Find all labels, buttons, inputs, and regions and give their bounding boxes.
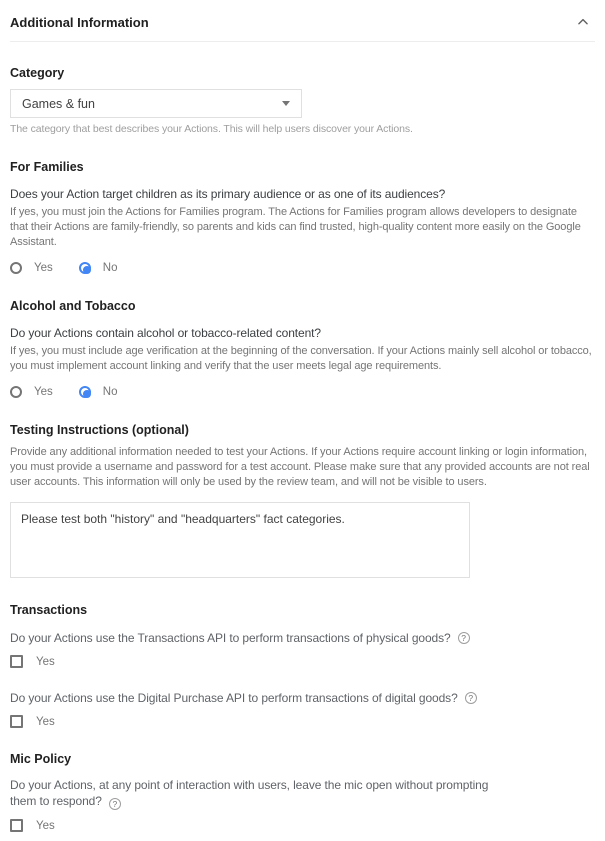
category-caption: The category that best describes your Actions. This will help users discover your Actions. [10,123,413,135]
transactions-physical-question-row [10,631,595,645]
transactions-digital-question: Do your Actions use the Digital Purchase API to perform transactions of digital goods? [10,691,458,705]
radio-checked-icon[interactable] [79,262,91,274]
category-section [10,66,595,135]
for-families-radio-group [10,262,595,274]
mic-policy-question-row [10,777,502,810]
checkbox-unchecked-icon[interactable] [10,715,23,728]
mic-policy-heading: Mic Policy [10,752,72,766]
transactions-digital-checkbox-row[interactable] [10,715,595,728]
for-families-question: Does your Action target children as its primary audience or as one of its audiences? [10,187,446,201]
panel-title: Additional Information [10,14,149,30]
alcohol-tobacco-radio-no[interactable] [79,386,118,398]
radio-label[interactable]: No [102,262,118,274]
alcohol-tobacco-radio-yes[interactable] [10,386,53,398]
mic-policy-checkbox-row[interactable] [10,819,595,832]
chevron-up-icon [576,15,590,29]
checkbox-label[interactable]: Yes [36,655,55,668]
for-families-radio-yes[interactable] [10,262,53,274]
mic-policy-question: Do your Actions, at any point of interaction with users, leave the mic open without prompting them to respond? [10,778,489,808]
transactions-physical-question: Do your Actions use the Transactions API to perform transactions of physical goods? [10,631,451,645]
category-select[interactable] [10,89,302,118]
alcohol-tobacco-section [10,299,595,398]
category-label: Category [10,66,65,80]
help-icon[interactable] [465,692,477,704]
checkbox-label[interactable]: Yes [36,819,55,832]
radio-checked-icon[interactable] [79,386,91,398]
alcohol-tobacco-description: If yes, you must include age verification at the beginning of the conversation. If your Actions mainly sell alcohol or tobacco, you must implement account linking and verify that the user meets legal age requirements. [10,345,592,372]
radio-unchecked-icon[interactable] [10,262,22,274]
checkbox-unchecked-icon[interactable] [10,655,23,668]
for-families-heading: For Families [10,160,84,174]
panel-header [10,0,595,42]
alcohol-tobacco-question: Do your Actions contain alcohol or tobacco-related content? [10,326,321,340]
transactions-digital-question-row [10,691,595,705]
testing-instructions-section [10,423,595,578]
radio-unchecked-icon[interactable] [10,386,22,398]
transactions-physical-checkbox-row[interactable] [10,655,595,668]
checkbox-label[interactable]: Yes [36,715,55,728]
mic-policy-section [10,752,595,832]
for-families-description: If yes, you must join the Actions for Families program. The Actions for Families program allows developers to designate that their Actions are family-friendly, so parents and kids can find trusted, high-quality content more easily on the Google Assistant. [10,206,581,248]
testing-instructions-textarea[interactable] [10,502,470,578]
for-families-radio-no[interactable] [79,262,118,274]
transactions-heading: Transactions [10,603,88,617]
transactions-section [10,603,595,728]
help-icon[interactable] [109,798,121,810]
alcohol-tobacco-radio-group [10,386,595,398]
dropdown-arrow-icon [282,101,290,106]
radio-label[interactable]: Yes [34,386,53,398]
category-selected-value: Games & fun [22,96,95,111]
checkbox-unchecked-icon[interactable] [10,819,23,832]
alcohol-tobacco-heading: Alcohol and Tobacco [10,299,136,313]
help-icon[interactable] [458,632,470,644]
testing-instructions-heading: Testing Instructions (optional) [10,423,189,437]
collapse-section-button[interactable] [575,14,591,30]
radio-label[interactable]: No [102,386,118,398]
testing-instructions-description: Provide any additional information needed to test your Actions. If your Actions require account linking or login information, you must provide a username and password for a test account. Please make sure that any provided accounts are not real user accounts. This information will only be used by the review team, and will not be visible to users. [10,446,590,488]
for-families-section [10,160,595,274]
radio-label[interactable]: Yes [34,262,53,274]
